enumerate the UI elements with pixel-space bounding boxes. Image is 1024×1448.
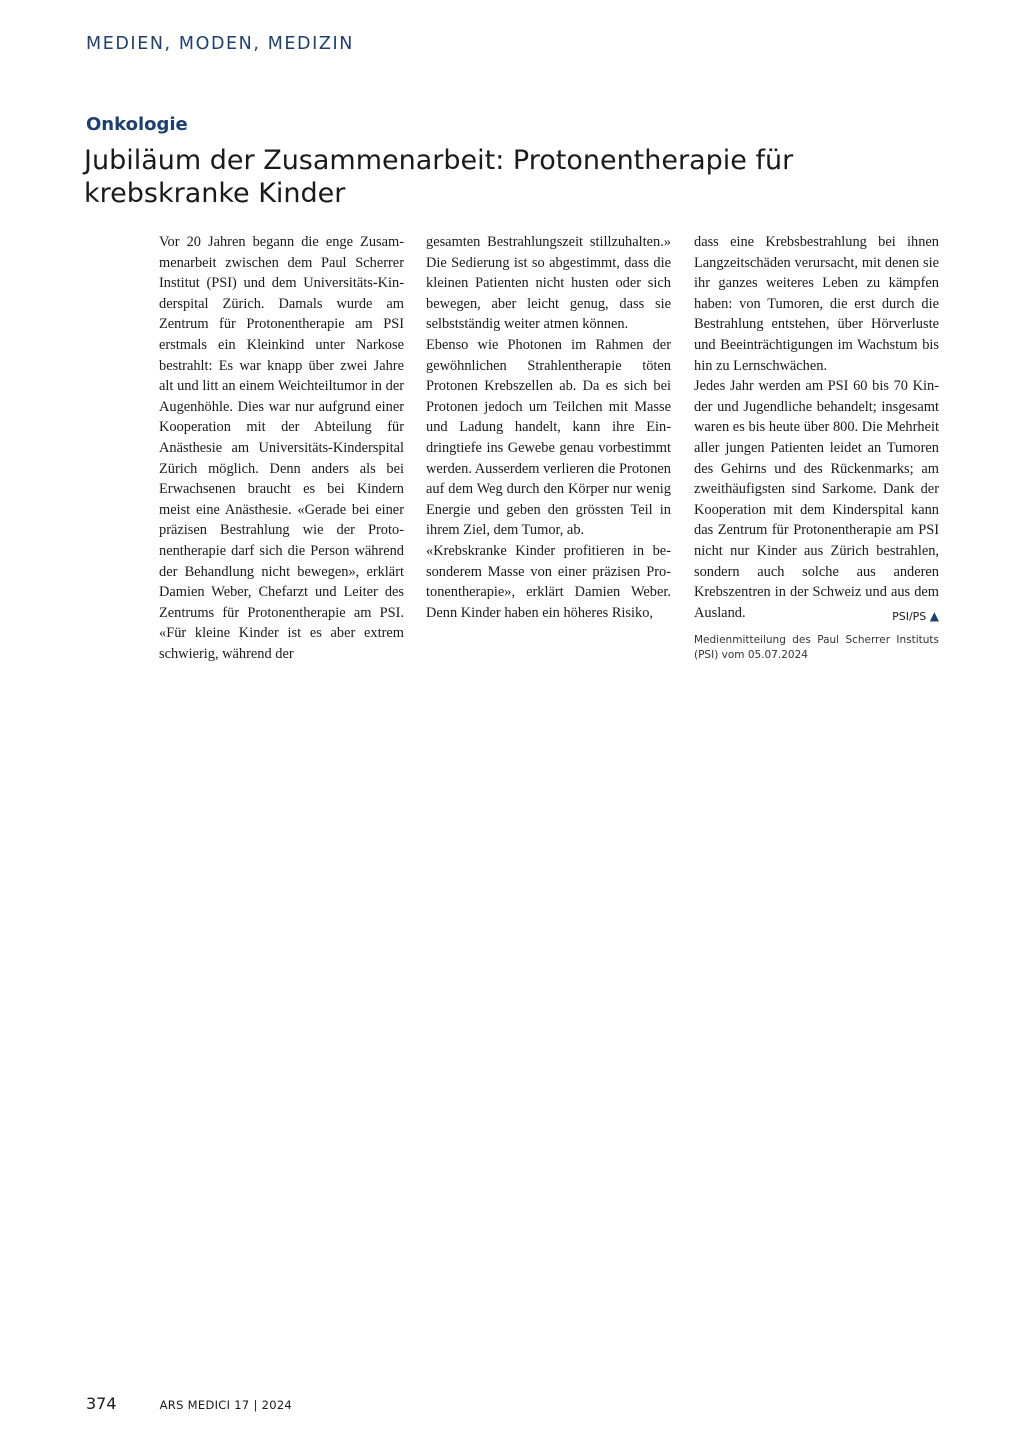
article-column-2 (426, 232, 671, 623)
author-signature (892, 606, 939, 628)
paragraph: gesamten Bestrahlungszeit stillzuhalten.» Die Sedierung ist so abgestimmt, dass die kleinen Patienten nicht husten oder sich bewegen, aber leicht genug, dass sie selbstständig weiter atmen können. (426, 234, 671, 333)
paragraph: Vor 20 Jahren begann die enge Zusammenarbeit zwischen dem Paul Scherrer Institut (PSI) und dem Universitäts-Kinderspital Zürich. Damals wurde am Zentrum für Protonentherapie am PSI erstmals ein Kleinkind unter Narkose bestrahlt: Es war knapp über zwei Jahre alt und litt an einem Weichteiltumor in der Augenhöhle. Dies war nur aufgrund einer Kooperation mit der Abteilung für Anästhesie am Universitäts-Kinderspital Zürich möglich. Denn anders als bei Erwachsenen braucht es bei Kindern meist eine Anästhesie. «Gerade bei einer präzisen Bestrahlung wie der Protonentherapie darf sich die Person während der Behandlung nicht bewegen», erklärt Damien Weber, Chefarzt und Leiter des Zentrums für Protonentherapie am PSI. «Für kleine Kinder ist es aber extrem schwierig, während der (159, 234, 404, 662)
paragraph: dass eine Krebsbestrahlung bei ihnen Langzeitschäden verursacht, mit denen sie ihr ganzes weiteres Leben zu kämpfen haben: von Tumoren, die erst durch die Bestrahlung entstehen, über Hörverluste und Beeinträchtigungen im Wachstum bis hin zu Lernschwächen. (694, 234, 939, 374)
paragraph-final (694, 376, 939, 623)
source-note: Medienmitteilung des Paul Scherrer Instituts (PSI) vom 05.07.2024 (694, 634, 939, 662)
article-column-1 (159, 232, 404, 664)
article-kicker: Onkologie (86, 114, 188, 135)
paragraph: Ebenso wie Photonen im Rahmen der gewöhnlichen Strahlentherapie töten Protonen Krebszellen ab. Da es sich bei Protonen jedoch um Teilchen mit Masse und Ladung handelt, kann ihre Eindringtiefe ins Gewebe genau vorbestimmt werden. Ausserdem verlieren die Protonen auf dem Weg durch den Körper nur wenig Energie und geben den grössten Teil in ihrem Ziel, dem Tumor, ab. (426, 336, 671, 539)
page-footer (86, 1394, 292, 1413)
paragraph-text: Jedes Jahr werden am PSI 60 bis 70 Kinder und Jugendliche behandelt; insgesamt waren es bis heute über 800. Die Mehrheit aller jungen Patienten leidet an Tumoren des Gehirns und des Rückenmarks; am zweithäufigsten sind Sarkome. Dank der Kooperation mit dem Kinderspital kann das Zentrum für Protonentherapie am PSI nicht nur Kinder aus Zürich bestrahlen, sondern auch solche aus anderen Krebszentren in der Schweiz und aus dem Ausland. (694, 378, 939, 621)
article-title: Jubiläum der Zusammenarbeit: Protonentherapie für krebskranke Kinder (84, 145, 794, 209)
article-column-3 (694, 232, 939, 663)
section-header: MEDIEN, MODEN, MEDIZIN (86, 34, 354, 54)
signature-text: PSI/PS (892, 609, 927, 623)
paragraph: «Krebskranke Kinder profitieren in besonderem Masse von einer präzisen Protonentherapie», erklärt Damien Weber. Denn Kinder haben ein höheres Risiko, (426, 542, 671, 621)
journal-issue: ARS MEDICI 17 | 2024 (159, 1398, 293, 1412)
triangle-end-icon: ▲ (929, 608, 939, 623)
page-number: 374 (86, 1394, 117, 1413)
